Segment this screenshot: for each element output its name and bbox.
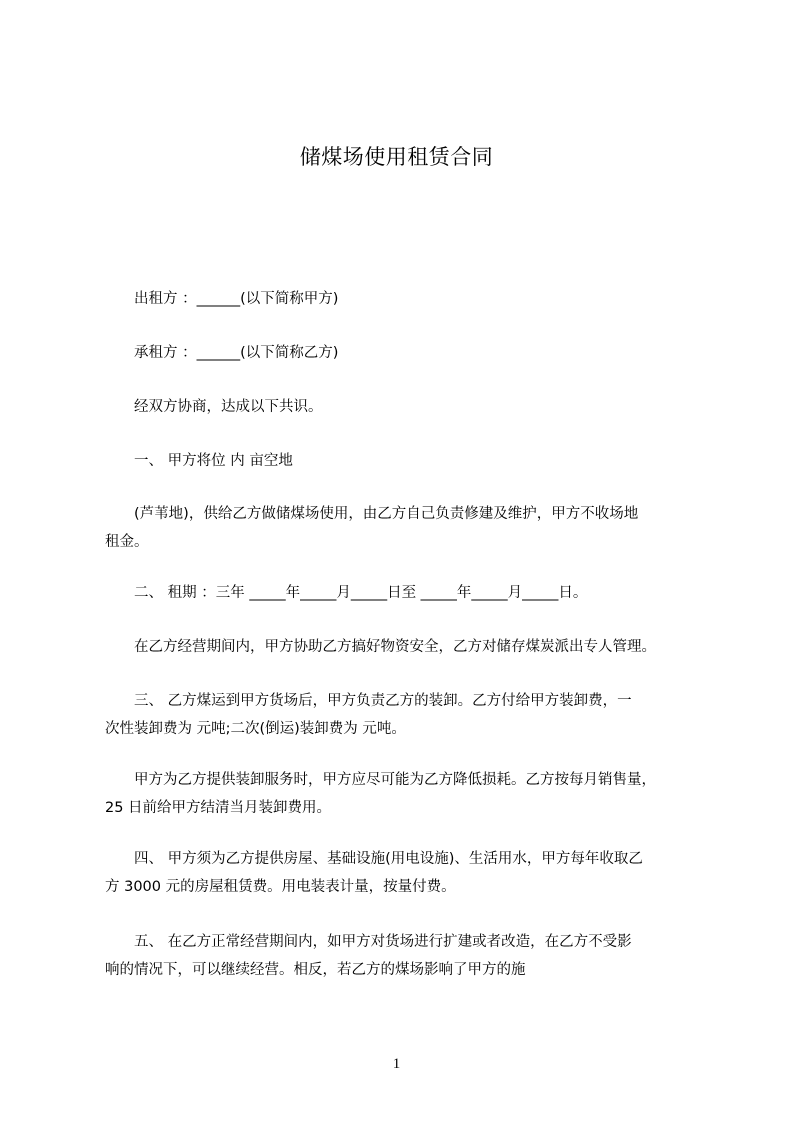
paragraph-line: 经双方协商，达成以下共识。	[105, 399, 323, 415]
paragraph-line: 一、 甲方将位 内 亩空地	[105, 453, 293, 469]
clause-3-body	[105, 766, 703, 822]
document-title: 储煤场使用租赁合同	[299, 145, 494, 169]
clause-4	[105, 845, 703, 901]
clause-1-heading	[105, 447, 703, 475]
page-number: 1	[392, 1056, 401, 1072]
paragraph-line: 方 3000 元的房屋租赁费。用电装表计量，按量付费。	[105, 879, 456, 895]
paragraph-line: 二、 租期 ：三年 _____年_____月_____日至 _____年_____月_____日。	[105, 585, 588, 601]
paragraph-line: 五、 在乙方正常经营期间内，如甲方对货场进行扩建或者改造，在乙方不受影	[105, 934, 632, 950]
paragraph-line: 出租方 ：______(以下简称甲方)	[105, 291, 339, 307]
paragraph-line: 在乙方经营期间内，甲方协助乙方搞好物资安全，乙方对储存煤炭派出专人管理。	[105, 639, 656, 655]
paragraph-line: 三、 乙方煤运到甲方货场后，甲方负责乙方的装卸。乙方付给甲方装卸费，一	[105, 693, 632, 709]
lessee-line	[105, 339, 703, 367]
clause-3	[105, 687, 703, 743]
clause-2-term	[105, 579, 703, 607]
paragraph-line: 承租方 ：______(以下简称乙方)	[105, 345, 339, 361]
consensus-line	[105, 393, 703, 421]
clause-1-body	[105, 500, 703, 556]
paragraph-line: 甲方为乙方提供装卸服务时，甲方应尽可能为乙方降低损耗。乙方按每月销售量，	[105, 772, 656, 788]
paragraph-line: 四、 甲方须为乙方提供房屋、基础设施(用电设施)、生活用水，甲方每年收取乙	[105, 851, 643, 867]
paragraph-line: 租金。	[105, 534, 149, 550]
paragraph-line: 响的情况下，可以继续经营。相反，若乙方的煤场影响了甲方的施	[105, 962, 526, 978]
lessor-line	[105, 285, 703, 313]
clause-5	[105, 928, 703, 984]
paragraph-line: 次性装卸费为 元吨;二次(倒运)装卸费为 元吨。	[105, 721, 406, 737]
paragraph-line: (芦苇地)，供给乙方做储煤场使用，由乙方自己负责修建及维护，甲方不收场地	[105, 506, 639, 522]
paragraph-line: 25 日前给甲方结清当月装卸费用。	[105, 800, 332, 816]
clause-2-body	[105, 633, 703, 661]
